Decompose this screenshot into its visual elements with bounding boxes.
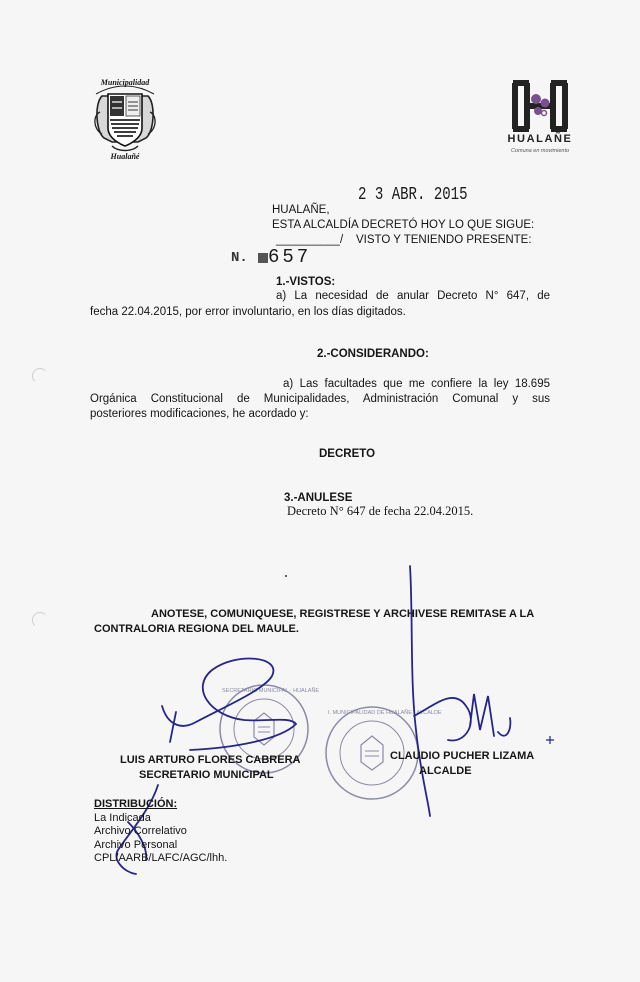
distribution-item: La Indicada [94, 812, 151, 824]
mayor-name: CLAUDIO PUCHER LIZAMA [390, 750, 535, 762]
header-line-2-text: VISTO Y TENIENDO PRESENTE: [356, 234, 532, 246]
punch-hole-bottom [32, 612, 48, 628]
decree-number-box-mark [258, 253, 268, 263]
mayor-plus-mark [546, 736, 554, 744]
anulese-body: Decreto N° 647 de fecha 22.04.2015. [287, 504, 474, 518]
punch-hole-top [32, 368, 48, 384]
hualane-logo [500, 80, 580, 160]
mayor-stamp-text: I. MUNICIPALIDAD DE HUALAÑE · ALCALDE [328, 710, 442, 716]
closing-line-2: CONTRALORIA REGIONA DEL MAULE. [94, 623, 299, 635]
distribution-item: CPL/AARB/LAFC/AGC/lhh. [94, 852, 228, 864]
distribution-item: Archivo Personal [94, 839, 178, 851]
closing-line-1: ANOTESE, COMUNIQUESE, REGISTRESE Y ARCHIVESE REMITASE A LA [151, 608, 535, 620]
mayor-title: ALCALDE [419, 765, 472, 777]
considerando-line-1: a) Las facultades que me confiere la ley 18.695 [283, 378, 550, 390]
decree-number-marks: N. [231, 250, 248, 266]
vistos-heading: 1.-VISTOS: [276, 276, 336, 288]
secretary-stamp-text: SECRETARIO MUNICIPAL · HUALAÑE [222, 688, 320, 694]
hualane-h-icon [500, 80, 580, 132]
secretary-name: LUIS ARTURO FLORES CABRERA [120, 754, 301, 766]
considerando-heading: 2.-CONSIDERANDO: [317, 348, 429, 360]
date-stamp: 2 3 ABR. 2015 [358, 185, 468, 205]
header-line-2-blank: __________/ [276, 234, 344, 246]
decreto-heading: DECRETO [319, 448, 376, 460]
header-place: HUALAÑE, [272, 204, 330, 216]
secretary-title: SECRETARIO MUNICIPAL [139, 769, 274, 781]
crest-top-text: Municipalidad [100, 78, 150, 87]
municipal-crest [90, 72, 160, 164]
considerando-line-3: posteriores modificaciones, he acordado y: [90, 408, 309, 420]
anulese-heading: 3.-ANULESE [284, 492, 353, 504]
considerando-line-2: Orgánica Constitucional de Municipalidades, Administración Comunal y sus [90, 393, 550, 405]
crest-bottom-text: Hualañé [110, 152, 140, 161]
distribution-item: Archivo Correlativo [94, 825, 187, 837]
vistos-line-2: fecha 22.04.2015, por error involuntario, en los días digitados. [90, 306, 406, 318]
logo-name: HUALAÑE [507, 133, 573, 145]
distribution-heading: DISTRIBUCIÓN: [94, 798, 178, 810]
header-line-1: ESTA ALCALDÍA DECRETÓ HOY LO QUE SIGUE: [272, 219, 535, 231]
logo-tagline: Comuna en movimiento [510, 148, 570, 154]
decree-number: 657 [268, 246, 312, 268]
stray-dot [285, 575, 287, 577]
vistos-line-1: a) La necesidad de anular Decreto N° 647, de [276, 290, 550, 302]
